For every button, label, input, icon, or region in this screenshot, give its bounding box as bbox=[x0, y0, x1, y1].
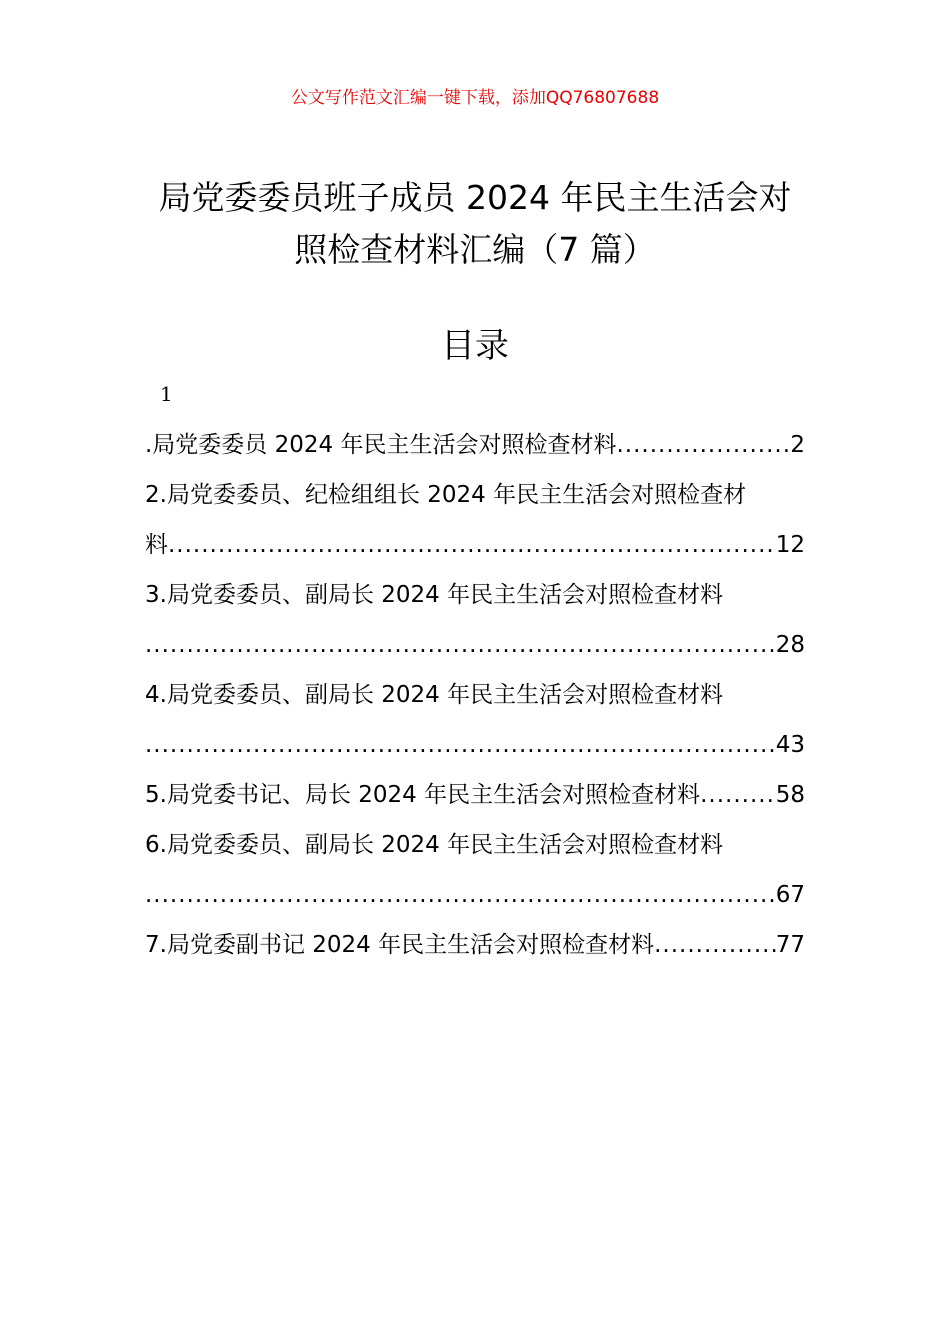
toc-entry-page: 12 bbox=[775, 532, 805, 558]
toc-entry-page: 58 bbox=[775, 782, 805, 808]
toc-entry-page: 77 bbox=[775, 932, 805, 958]
toc-entry-text: 4.局党委委员、副局长 2024 年民主生活会对照检查材料 bbox=[145, 682, 724, 708]
leader-dots bbox=[168, 520, 776, 570]
table-of-contents bbox=[145, 420, 805, 970]
download-banner: 公文写作范文汇编一键下载，添加QQ76807688 bbox=[290, 88, 660, 108]
toc-entry-7[interactable] bbox=[145, 920, 805, 970]
toc-entry-text: 7.局党委副书记 2024 年民主生活会对照检查材料 bbox=[145, 932, 655, 958]
leader-dots bbox=[145, 620, 776, 670]
leader-dots bbox=[145, 720, 776, 770]
toc-entry-page: 43 bbox=[775, 732, 805, 758]
toc-heading: 目录 bbox=[441, 326, 509, 366]
leader-dots bbox=[700, 770, 776, 820]
title-line-1: 局党委委员班子成员 2024 年民主生活会对 bbox=[158, 178, 792, 217]
toc-entry-text: 3.局党委委员、副局长 2024 年民主生活会对照检查材料 bbox=[145, 582, 724, 608]
toc-entry-2-cont[interactable] bbox=[145, 520, 805, 570]
toc-entry-page: 2 bbox=[790, 432, 805, 458]
document-title bbox=[130, 172, 820, 276]
leader-dots bbox=[616, 420, 790, 470]
toc-entry-text: 2.局党委委员、纪检组组长 2024 年民主生活会对照检查材 bbox=[145, 482, 747, 508]
toc-entry-5[interactable] bbox=[145, 770, 805, 820]
toc-entry-text: .局党委委员 2024 年民主生活会对照检查材料 bbox=[145, 432, 617, 458]
toc-entry-text: 5.局党委书记、局长 2024 年民主生活会对照检查材料 bbox=[145, 782, 701, 808]
toc-entry-page: 28 bbox=[775, 632, 805, 658]
toc-entry-3[interactable] bbox=[145, 570, 805, 620]
toc-entry-page: 67 bbox=[775, 882, 805, 908]
toc-entry-text-cont: 料 bbox=[145, 532, 168, 558]
toc-entry-6[interactable] bbox=[145, 820, 805, 870]
toc-entry-4[interactable] bbox=[145, 670, 805, 720]
toc-entry-1[interactable] bbox=[145, 420, 805, 470]
title-line-2: 照检查材料汇编（7 篇） bbox=[294, 230, 656, 269]
toc-entry-2[interactable] bbox=[145, 470, 805, 520]
toc-entry-3-cont[interactable] bbox=[145, 620, 805, 670]
toc-entry-6-cont[interactable] bbox=[145, 870, 805, 920]
toc-entry-text: 6.局党委委员、副局长 2024 年民主生活会对照检查材料 bbox=[145, 832, 724, 858]
leader-dots bbox=[145, 870, 776, 920]
leader-dots bbox=[654, 920, 776, 970]
toc-entry-4-cont[interactable] bbox=[145, 720, 805, 770]
toc-marker: 1 bbox=[160, 382, 173, 406]
